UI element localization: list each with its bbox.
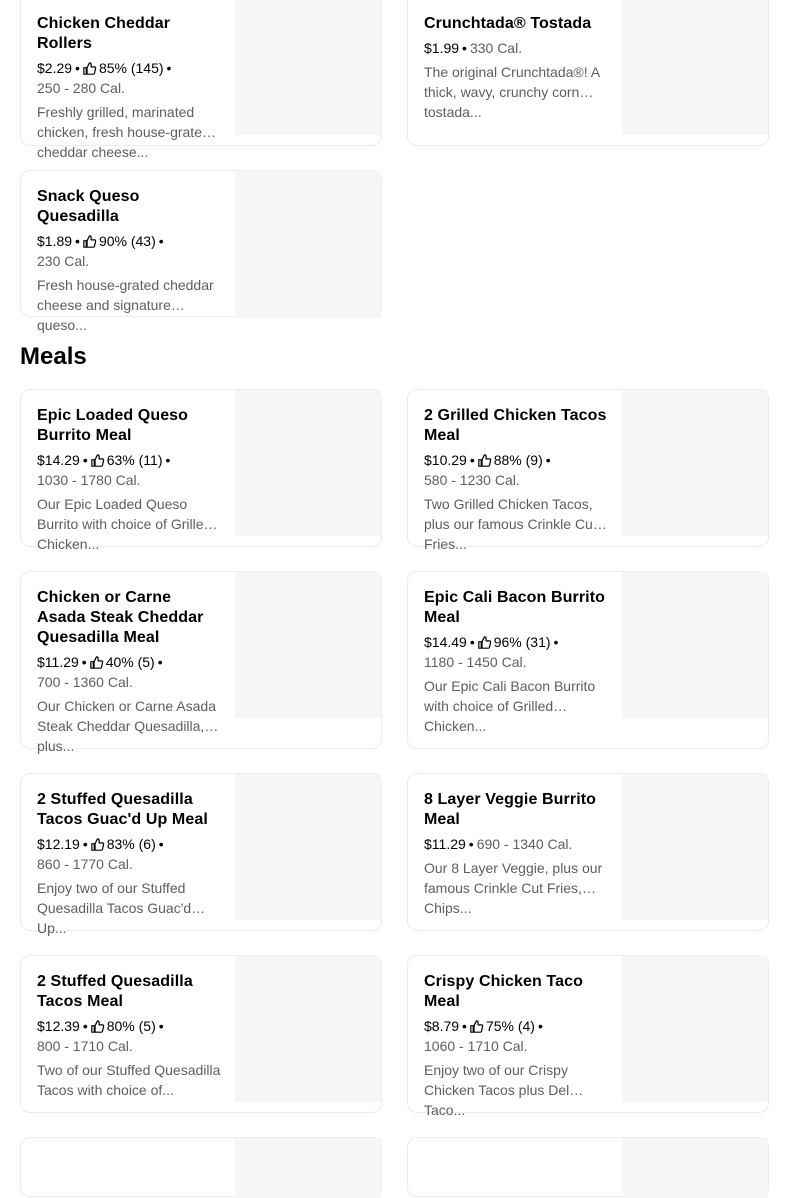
separator-dot: • [158, 836, 164, 852]
thumbs-up-icon [470, 1020, 483, 1033]
menu-item-description: Our Chicken or Carne Asada Steak Cheddar Quesadilla, plus... [37, 698, 216, 754]
menu-item-description: Our Epic Loaded Queso Burrito with choice of Grilled Chicken... [37, 496, 212, 552]
menu-item-card[interactable] [407, 955, 769, 1118]
menu-item-meta [37, 231, 223, 271]
menu-item-description: Our Epic Cali Bacon Burrito with choice of Grilled Chicken... [424, 678, 596, 734]
menu-item-rating-value: 83% (6) [106, 836, 156, 852]
menu-item-card[interactable] [20, 773, 382, 936]
separator-dot: • [82, 1018, 88, 1034]
menu-item-price: $1.89 [37, 233, 73, 249]
menu-item-price: $12.19 [37, 836, 80, 852]
menu-item-image [622, 0, 768, 135]
menu-item-image [622, 390, 768, 536]
thumbs-up-icon [478, 636, 491, 649]
separator-dot: • [469, 634, 475, 650]
menu-item-image [622, 956, 768, 1102]
thumbs-up-icon [91, 838, 104, 851]
menu-item-image [235, 0, 381, 135]
menu-item-calories: 250 - 280 Cal. [37, 80, 125, 96]
thumbs-up-icon [478, 454, 491, 467]
menu-item-card[interactable] [407, 389, 769, 552]
separator-dot: • [537, 1018, 543, 1034]
menu-item-price: $8.79 [424, 1018, 460, 1034]
menu-item-description: Two Grilled Chicken Tacos, plus our famous Crinkle Cut Fries... [424, 496, 597, 552]
menu-item-name: Chicken or Carne Asada Steak Cheddar Quesadilla Meal [37, 589, 204, 646]
menu-item-rating-value: 88% (9) [493, 452, 543, 468]
separator-dot: • [75, 233, 80, 249]
menu-item-calories: 700 - 1360 Cal. [37, 674, 133, 690]
menu-item-name: 2 Grilled Chicken Tacos Meal [424, 407, 607, 444]
menu-item-description: Freshly grilled, marinated chicken, fresh house-grated cheddar cheese... [37, 104, 210, 160]
menu-item-calories: 580 - 1230 Cal. [424, 472, 520, 488]
menu-item-name: Epic Loaded Queso Burrito Meal [37, 407, 189, 444]
menu-item-image [622, 1138, 768, 1198]
menu-item-card[interactable] [407, 571, 769, 749]
thumbs-up-icon [83, 62, 96, 75]
menu-item-description: Two of our Stuffed Quesadilla Tacos with choice of... [37, 1062, 221, 1098]
menu-item-price: $10.29 [424, 452, 467, 468]
thumbs-up-icon [91, 1020, 104, 1033]
menu-item-meta [424, 450, 610, 490]
menu-item-price: $12.39 [37, 1018, 80, 1034]
separator-dot: • [82, 452, 88, 468]
menu-item-description: Enjoy two of our Stuffed Quesadilla Tacos Guac'd Up... [37, 880, 192, 936]
menu-item-card[interactable] [20, 389, 382, 552]
section-title-meals: Meals [20, 343, 87, 370]
menu-item-meta [37, 450, 223, 490]
menu-item-calories: 1060 - 1710 Cal. [424, 1038, 528, 1054]
menu-item-price: $14.29 [37, 452, 80, 468]
menu-item-description: The original Crunchtada®! A thick, wavy, crunchy corn tostada... [424, 64, 600, 120]
menu-item-card[interactable] [407, 1137, 769, 1197]
menu-item-rating-value: 63% (11) [106, 452, 163, 468]
menu-item-rating [90, 654, 155, 670]
menu-item-price: $11.29 [37, 654, 79, 670]
menu-item-name: Epic Cali Bacon Burrito Meal [424, 589, 605, 626]
menu-item-calories: 860 - 1770 Cal. [37, 856, 133, 872]
menu-item-rating [91, 452, 163, 468]
menu-item-description: Enjoy two of our Crispy Chicken Tacos plus Del Taco... [424, 1062, 570, 1118]
menu-item-rating [91, 836, 156, 852]
separator-dot: • [82, 836, 88, 852]
separator-dot: • [462, 40, 467, 56]
menu-item-name: Crispy Chicken Taco Meal [424, 973, 583, 1010]
menu-item-image [622, 774, 768, 920]
menu-item-name: Snack Queso Quesadilla [37, 188, 140, 225]
menu-item-card[interactable] [20, 955, 382, 1113]
menu-item-price: $2.29 [37, 60, 73, 76]
separator-dot: • [166, 60, 172, 76]
menu-item-calories: 230 Cal. [37, 253, 90, 269]
separator-dot: • [468, 836, 474, 852]
menu-item-meta [37, 652, 223, 692]
menu-item-image [235, 171, 381, 318]
menu-item-rating-value: 96% (31) [493, 634, 551, 650]
menu-item-name: 2 Stuffed Quesadilla Tacos Guac'd Up Meal [37, 791, 208, 828]
menu-item-rating-value: 85% (145) [98, 60, 164, 76]
menu-item-meta [37, 58, 223, 98]
menu-item-meta [37, 1016, 223, 1056]
menu-item-image [235, 572, 381, 718]
menu-item-calories: 1180 - 1450 Cal. [424, 654, 527, 670]
menu-item-price: $1.99 [424, 40, 460, 56]
menu-item-meta [424, 1016, 610, 1056]
menu-item-rating-value: 75% (4) [485, 1018, 535, 1034]
menu-item-meta [424, 632, 610, 672]
menu-item-meta [37, 834, 223, 874]
menu-item-card[interactable] [20, 170, 382, 333]
menu-item-name: 8 Layer Veggie Burrito Meal [424, 791, 597, 828]
menu-item-card[interactable] [407, 0, 769, 146]
menu-item-price: $14.49 [424, 634, 467, 650]
menu-item-card[interactable] [20, 1137, 382, 1197]
separator-dot: • [157, 654, 163, 670]
separator-dot: • [165, 452, 171, 468]
menu-item-description: Fresh house-grated cheddar cheese and signature queso... [37, 277, 214, 333]
menu-item-card[interactable] [407, 773, 769, 931]
menu-item-name: Crunchtada® Tostada [424, 15, 592, 32]
menu-item-card[interactable] [20, 0, 382, 160]
menu-item-calories: 800 - 1710 Cal. [37, 1038, 133, 1054]
menu-item-rating-value: 80% (5) [106, 1018, 156, 1034]
menu-item-calories: 690 - 1340 Cal. [476, 836, 573, 852]
menu-item-rating [478, 634, 551, 650]
menu-item-meta [424, 834, 610, 854]
menu-item-image [622, 572, 768, 718]
menu-item-image [235, 956, 381, 1102]
menu-item-card[interactable] [20, 571, 382, 754]
menu-item-calories: 1030 - 1780 Cal. [37, 472, 141, 488]
menu-item-rating [83, 233, 156, 249]
separator-dot: • [469, 452, 475, 468]
menu-item-calories: 330 Cal. [469, 40, 523, 56]
separator-dot: • [462, 1018, 467, 1034]
menu-item-name: 2 Stuffed Quesadilla Tacos Meal [37, 973, 193, 1010]
menu-item-rating [478, 452, 543, 468]
menu-item-rating-value: 90% (43) [98, 233, 156, 249]
separator-dot: • [75, 60, 80, 76]
menu-item-rating [470, 1018, 535, 1034]
menu-item-image [235, 1138, 381, 1198]
menu-item-price: $11.29 [424, 836, 466, 852]
separator-dot: • [545, 452, 551, 468]
menu-item-meta [424, 38, 610, 58]
menu-item-image [235, 390, 381, 536]
menu-item-rating [83, 60, 164, 76]
thumbs-up-icon [91, 454, 104, 467]
menu-item-rating-value: 40% (5) [105, 654, 155, 670]
thumbs-up-icon [90, 656, 103, 669]
menu-item-image [235, 774, 381, 920]
menu-item-name: Chicken Cheddar Rollers [37, 15, 171, 52]
thumbs-up-icon [83, 235, 96, 248]
separator-dot: • [158, 1018, 164, 1034]
separator-dot: • [81, 654, 87, 670]
menu-item-rating [91, 1018, 156, 1034]
menu-item-description: Our 8 Layer Veggie, plus our famous Crinkle Cut Fries, Chips... [424, 860, 603, 916]
separator-dot: • [158, 233, 164, 249]
separator-dot: • [553, 634, 559, 650]
